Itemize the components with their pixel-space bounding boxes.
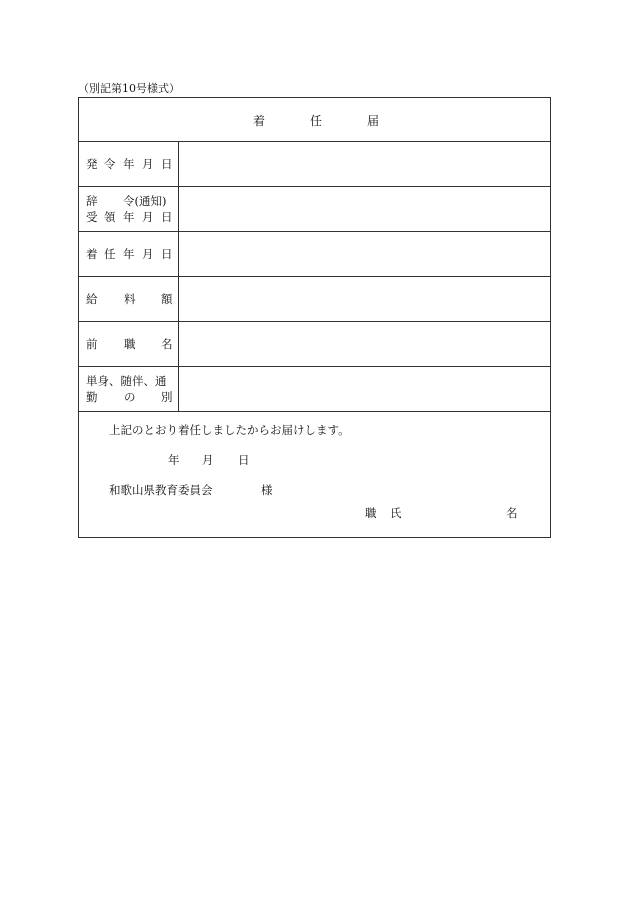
label-char: 領 bbox=[104, 210, 116, 224]
addressee: 和歌山県教育委員会 bbox=[109, 483, 213, 497]
label-notice-receipt-date bbox=[79, 187, 179, 231]
label-char: 名 bbox=[161, 337, 173, 351]
label-char: 給 bbox=[86, 292, 98, 306]
signature-mei: 名 bbox=[506, 506, 518, 520]
label-char: 受 bbox=[86, 210, 98, 224]
arrival-notice-form bbox=[78, 97, 551, 538]
label-arrival-date bbox=[79, 232, 179, 276]
honorific: 様 bbox=[261, 483, 273, 497]
label-char: 額 bbox=[161, 292, 173, 306]
label-char: 年 bbox=[123, 210, 135, 224]
value-appointment-date[interactable] bbox=[179, 142, 550, 186]
label-char: 勤 bbox=[86, 390, 98, 404]
value-previous-position[interactable] bbox=[179, 322, 550, 366]
row-arrival-date bbox=[79, 232, 550, 277]
title-char-1: 着 bbox=[253, 114, 266, 128]
label-char: 単身、随伴、通 bbox=[86, 374, 167, 388]
row-family-status bbox=[79, 367, 550, 412]
statement-text: 上記のとおり着任しましたからお届けします。 bbox=[109, 423, 350, 437]
label-appointment-date bbox=[79, 142, 179, 186]
row-previous-position bbox=[79, 322, 550, 367]
label-char: 着 bbox=[86, 247, 98, 261]
title-char-2: 任 bbox=[310, 114, 323, 128]
value-family-status[interactable] bbox=[179, 367, 550, 411]
label-char: 発 bbox=[86, 157, 98, 171]
label-char: 別 bbox=[161, 390, 173, 404]
label-char: 辞 bbox=[86, 194, 98, 208]
label-char: 日 bbox=[161, 157, 173, 171]
label-char: 日 bbox=[161, 247, 173, 261]
date-year: 年 bbox=[168, 453, 180, 467]
label-char: 月 bbox=[142, 157, 154, 171]
row-notice-receipt-date bbox=[79, 187, 550, 232]
row-appointment-date bbox=[79, 142, 550, 187]
label-previous-position bbox=[79, 322, 179, 366]
value-arrival-date[interactable] bbox=[179, 232, 550, 276]
value-notice-receipt-date[interactable] bbox=[179, 187, 550, 231]
date-month: 月 bbox=[202, 453, 214, 467]
label-char: 日 bbox=[161, 210, 173, 224]
label-salary bbox=[79, 277, 179, 321]
label-char: 月 bbox=[142, 247, 154, 261]
label-char: 年 bbox=[123, 157, 135, 171]
form-number-label: （別記第10号様式） bbox=[78, 82, 180, 95]
form-title bbox=[79, 98, 550, 142]
value-salary[interactable] bbox=[179, 277, 550, 321]
row-salary bbox=[79, 277, 550, 322]
date-day: 日 bbox=[238, 453, 250, 467]
signature-shi: 氏 bbox=[390, 506, 402, 520]
label-char: 月 bbox=[142, 210, 154, 224]
signature-shoku: 職 bbox=[365, 506, 377, 520]
label-char: 任 bbox=[104, 247, 116, 261]
label-char: の bbox=[124, 390, 136, 404]
label-char: 料 bbox=[124, 292, 136, 306]
label-char: 年 bbox=[123, 247, 135, 261]
label-family-status bbox=[79, 367, 179, 411]
label-char: 職 bbox=[124, 337, 136, 351]
label-char: 前 bbox=[86, 337, 98, 351]
label-char: 令(通知) bbox=[123, 194, 167, 208]
label-char: 令 bbox=[104, 157, 116, 171]
title-char-3: 届 bbox=[367, 114, 380, 128]
